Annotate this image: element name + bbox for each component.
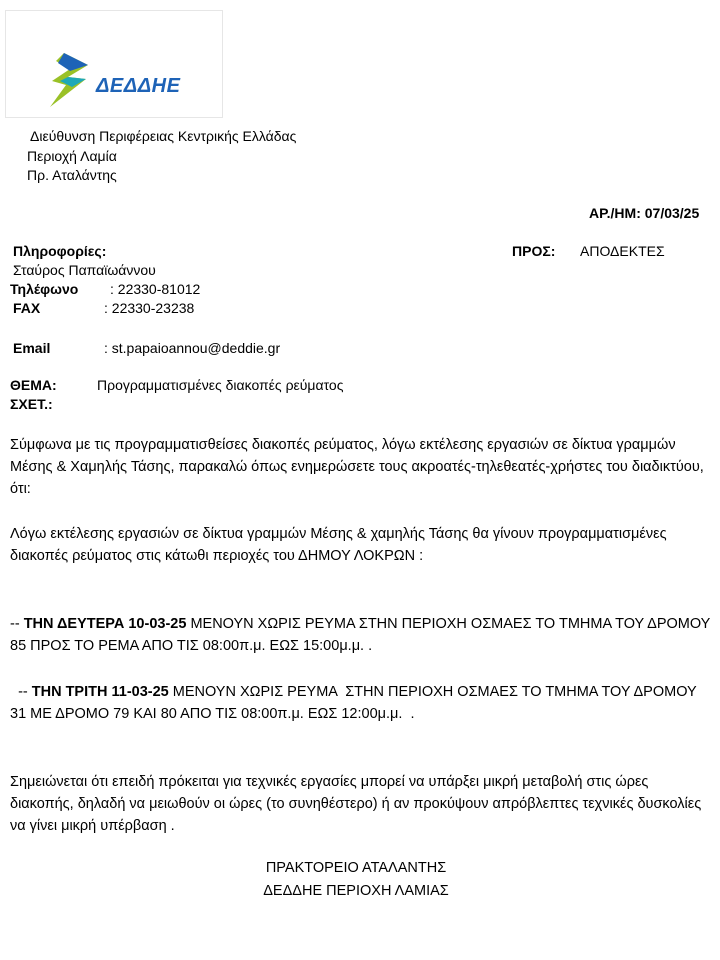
ref-date: ΑΡ./ΗΜ: 07/03/25 xyxy=(589,205,700,221)
recipient-label: ΠΡΟΣ: xyxy=(512,243,556,259)
body-paragraph-areas: Λόγω εκτέλεσης εργασιών σε δίκτυα γραμμών Μέσης & χαμηλής Τάσης θα γίνουν προγραμματισμένες διακοπές ρεύματος στις κάτωθι περιοχές του ΔΗΜΟΥ ΛΟΚΡΩΝ : xyxy=(10,526,667,564)
outage-2-day: ΤΗΝ ΤΡΙΤΗ 11-03-25 xyxy=(31,684,169,700)
signature-line-1: ΠΡΑΚΤΟΡΕΙΟ ΑΤΑΛΑΝΤΗΣ xyxy=(265,860,447,876)
subject-label: ΘΕΜΑ: xyxy=(10,377,57,393)
body-note: Σημειώνεται ότι επειδή πρόκειται για τεχνικές εργασίες μπορεί να υπάρξει μικρή μεταβολή στις ώρες διακοπής, δηλαδή να μειωθούν οι ώρες (το συνηθέστερο) ή αν προκύψουν απρόβλεπτες τεχνικές δυσκολίες να γίνει μικρή υπέρβαση . xyxy=(10,774,702,834)
outage-1-prefix: -- xyxy=(10,616,24,632)
lightning-bolt-icon xyxy=(46,51,96,109)
reference-label: ΣΧΕΤ.: xyxy=(10,396,53,412)
body-paragraph-intro: Σύμφωνα με τις προγραμματισθείσες διακοπές ρεύματος, λόγω εκτέλεσης εργασιών σε δίκτυα γραμμών Μέσης & Χαμηλής Τάσης, παρακαλώ όπως ενημερώσετε τους ακροατές-τηλεθεατές-χρήστες του διαδικτύου, ότι: xyxy=(10,437,704,497)
email-value: : st.papaioannou@deddie.gr xyxy=(104,340,281,356)
phone-value: : 22330-81012 xyxy=(110,281,201,297)
office: Πρ. Αταλάντης xyxy=(27,167,117,183)
outage-1-day: ΤΗΝ ΔΕΥΤΕΡΑ 10-03-25 xyxy=(23,616,187,632)
email-label: Email xyxy=(13,340,51,356)
area: Περιοχή Λαμία xyxy=(27,148,117,164)
outage-item-2 xyxy=(10,681,716,725)
fax-value: : 22330-23238 xyxy=(104,300,195,316)
outage-2-text: ΜΕΝΟΥΝ ΧΩΡΙΣ ΡΕΥΜΑ ΣΤΗΝ ΠΕΡΙΟΧΗ ΟΣΜΑΕΣ ΤΟ ΤΜΗΜΑ ΤΟΥ ΔΡΟΜΟΥ 31 ΜΕ ΔΡΟΜΟ 79 ΚΑΙ 80 ΑΠΟ ΤΙΣ 08:00π.μ. ΕΩΣ 12:00μ.μ. . xyxy=(10,684,701,722)
department: Διεύθυνση Περιφέρειας Κεντρικής Ελλάδας xyxy=(30,128,297,144)
logo xyxy=(5,10,223,118)
phone-label: Τηλέφωνο xyxy=(10,281,79,297)
subject-value: Προγραμματισμένες διακοπές ρεύματος xyxy=(97,377,344,393)
outage-1-text: ΜΕΝΟΥΝ ΧΩΡΙΣ ΡΕΥΜΑ ΣΤΗΝ ΠΕΡΙΟΧΗ ΟΣΜΑΕΣ ΤΟ ΤΜΗΜΑ ΤΟΥ ΔΡΟΜΟΥ 85 ΠΡΟΣ ΤΟ ΡΕΜΑ ΑΠΟ ΤΙΣ 08:00π.μ. ΕΩΣ 15:00μ.μ. . xyxy=(10,616,711,654)
recipient-value: ΑΠΟΔΕΚΤΕΣ xyxy=(580,243,665,259)
logo-text: ΔΕΔΔΗΕ xyxy=(96,75,181,97)
info-label: Πληροφορίες: xyxy=(13,243,107,259)
outage-2-prefix: -- xyxy=(10,684,32,700)
signature-line-2: ΔΕΔΔΗΕ ΠΕΡΙΟΧΗ ΛΑΜΙΑΣ xyxy=(263,883,449,899)
fax-label: FAX xyxy=(13,300,41,316)
info-person: Σταύρος Παπαϊωάννου xyxy=(13,262,156,278)
outage-item-1 xyxy=(10,613,716,657)
